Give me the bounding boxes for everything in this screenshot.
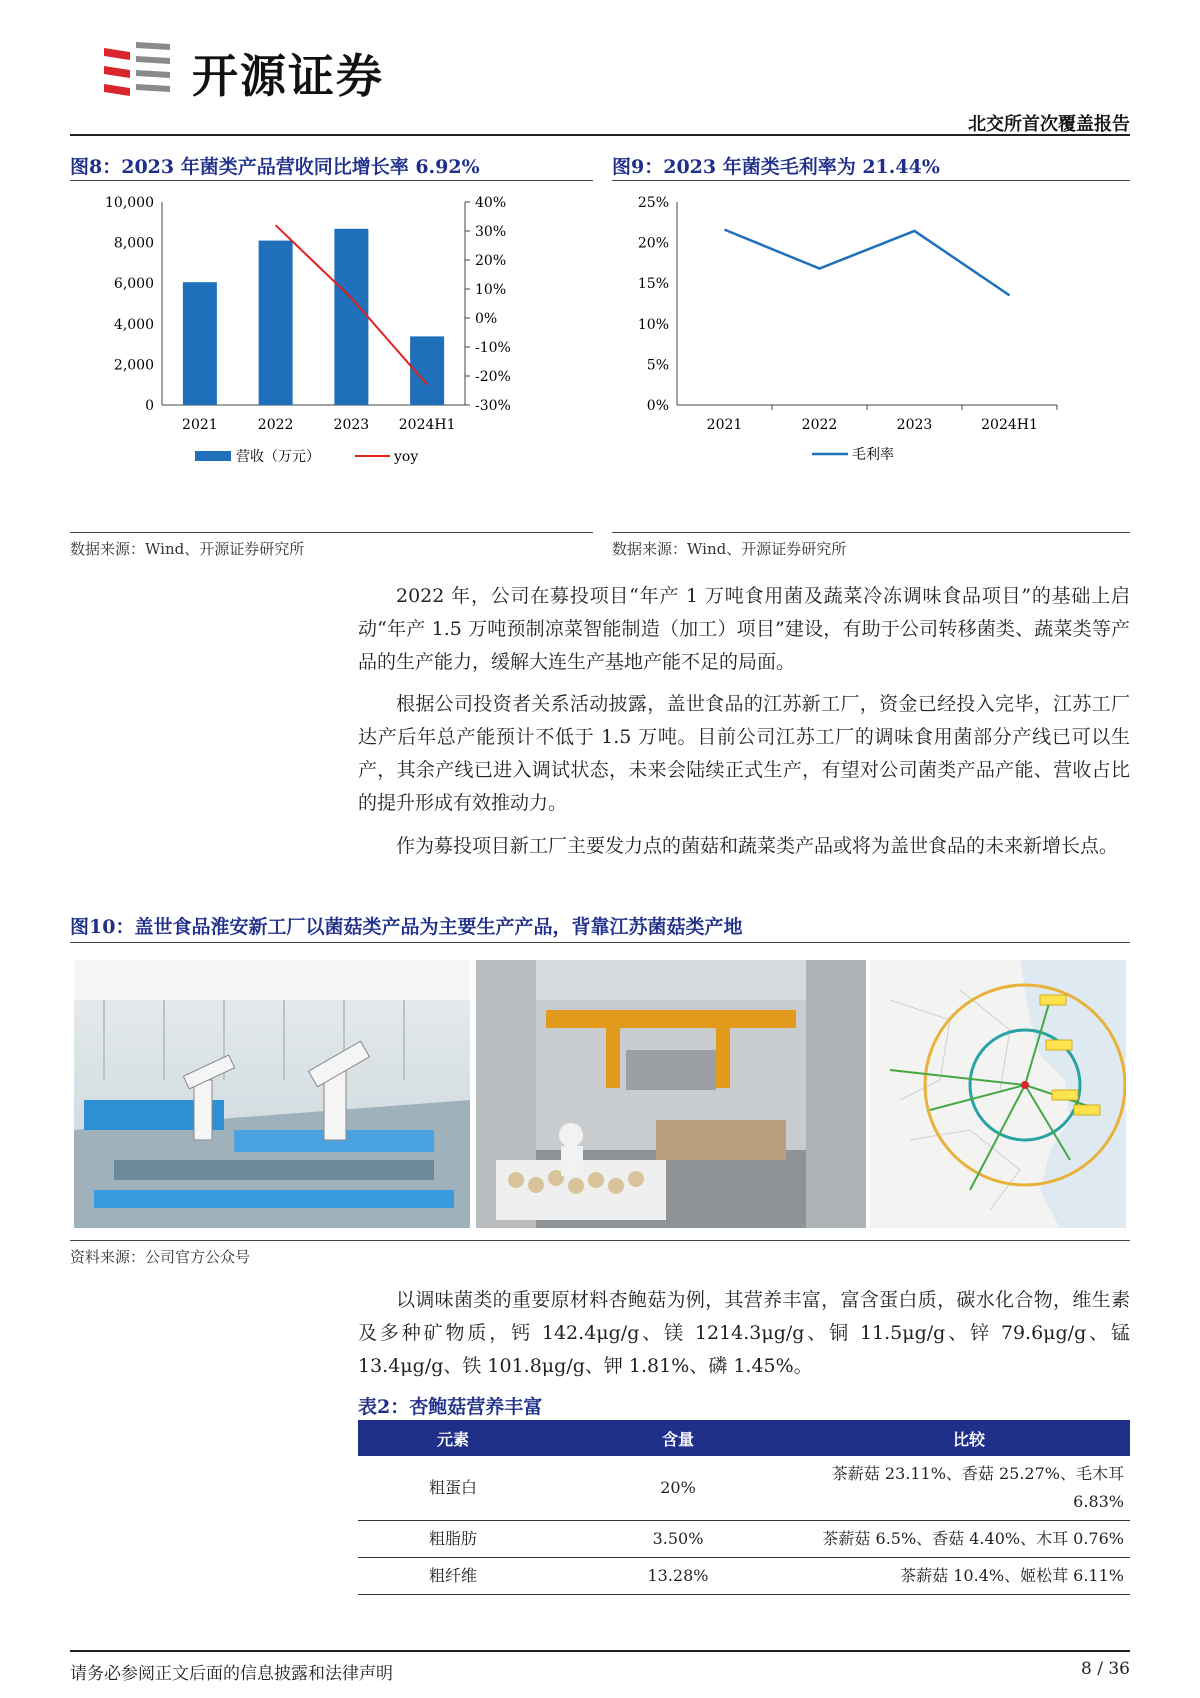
fig8-legend-bar-label: 营收（万元） (236, 449, 320, 465)
fig9-top-rule (612, 180, 1130, 181)
fig8-right-tick-label: -30% (475, 398, 511, 414)
page-number: 8 / 36 (1081, 1659, 1130, 1679)
fig8-chart (70, 190, 593, 520)
factory-robot-photo (74, 960, 470, 1228)
jiangsu-supply-map (870, 960, 1126, 1228)
fig8-right-tick-label: 0% (475, 311, 498, 327)
fig8-left-tick-label: 0 (145, 398, 154, 414)
table-cell: 茶薪菇 10.4%、姬松茸 6.11% (808, 1558, 1130, 1595)
paragraph-4: 以调味菌类的重要原材料杏鲍菇为例，其营养丰富，富含蛋白质，碳水化合物，维生素及多种矿物质，钙 142.4μg/g、镁 1214.3μg/g、铜 11.5μg/g、锌 79.6μg/g、锰 13.4μg/g、铁 101.8μg/g、钾 1.81%、磷 1.45%。 (358, 1289, 1130, 1377)
fig8-right-tick-label: 40% (475, 195, 507, 211)
table-cell: 粗蛋白 (358, 1456, 548, 1521)
table-cell: 茶薪菇 23.11%、香菇 25.27%、毛木耳 6.83% (808, 1456, 1130, 1521)
fig8-left-tick-label: 10,000 (105, 195, 154, 211)
company-logo (100, 38, 180, 108)
fig9-y-tick-label: 15% (637, 276, 669, 293)
fig10-bottom-rule (70, 1240, 1130, 1241)
fig8-source: 数据来源：Wind、开源证券研究所 (70, 540, 305, 558)
fig9-y-tick-label: 5% (646, 357, 669, 374)
table-row (358, 1521, 1130, 1558)
table-cell: 20% (548, 1456, 808, 1521)
table-cell: 13.28% (548, 1558, 808, 1595)
fig8-x-tick-label: 2022 (257, 417, 294, 433)
fig9-margin-line (725, 230, 1010, 296)
fig8-left-tick-label: 4,000 (113, 316, 154, 333)
fig8-bar (183, 282, 217, 405)
table-header-cell: 含量 (548, 1420, 808, 1456)
table-cell: 粗脂肪 (358, 1521, 548, 1558)
fig9-y-tick-label: 20% (637, 235, 669, 252)
production-line-photo (476, 960, 866, 1228)
fig9-x-tick-label: 2022 (801, 417, 838, 433)
fig8-legend-bar-swatch (195, 451, 231, 461)
fig9-x-tick-label: 2024H1 (981, 417, 1038, 433)
fig8-right-tick-label: -10% (475, 340, 511, 356)
table-row (358, 1558, 1130, 1595)
table-header-cell: 元素 (358, 1420, 548, 1456)
fig8-bottom-rule (70, 532, 593, 533)
fig8-right-tick-label: -20% (475, 369, 511, 385)
report-type: 北交所首次覆盖报告 (968, 114, 1130, 135)
fig8-bar (334, 229, 368, 405)
table-header-cell: 比较 (808, 1420, 1130, 1456)
fig10-source: 资料来源：公司官方公众号 (70, 1248, 251, 1266)
table-cell: 茶薪菇 6.5%、香菇 4.40%、木耳 0.76% (808, 1521, 1130, 1558)
fig10-top-rule (70, 942, 1130, 943)
fig9-y-tick-label: 10% (637, 316, 669, 333)
fig9-y-tick-label: 25% (637, 195, 669, 211)
header-rule (70, 134, 1130, 136)
footer-rule (70, 1650, 1130, 1652)
footer-disclaimer: 请务必参阅正文后面的信息披露和法律声明 (70, 1664, 393, 1684)
fig8-left-tick-label: 8,000 (113, 235, 154, 252)
fig8-left-tick-label: 6,000 (113, 276, 154, 293)
fig8-right-tick-label: 30% (475, 224, 507, 240)
fig8-top-rule (70, 180, 593, 181)
paragraph-1: 2022 年，公司在募投项目“年产 1 万吨食用菌及蔬菜冷冻调味食品项目”的基础上启动“年产 1.5 万吨预制凉菜智能制造（加工）项目”建设，有助于公司转移菌类、蔬菜类等产品的生产能力，缓解大连生产基地产能不足的局面。 (358, 585, 1130, 673)
logo-mark-icon (100, 38, 180, 108)
fig8-right-tick-label: 20% (475, 253, 507, 269)
nutrition-table (358, 1420, 1130, 1595)
fig9-x-tick-label: 2021 (706, 417, 743, 433)
table-cell: 粗纤维 (358, 1558, 548, 1595)
fig9-x-tick-label: 2023 (896, 417, 933, 433)
fig8-x-tick-label: 2024H1 (398, 417, 456, 433)
table-header-row (358, 1420, 1130, 1456)
fig10-title: 图10：盖世食品淮安新工厂以菌菇类产品为主要生产产品，背靠江苏菌菇类产地 (70, 916, 743, 938)
paragraph-3: 作为募投项目新工厂主要发力点的菌菇和蔬菜类产品或将为盖世食品的未来新增长点。 (396, 835, 1119, 857)
table-cell: 3.50% (548, 1521, 808, 1558)
fig9-legend-label: 毛利率 (852, 447, 894, 463)
fig8-title: 图8：2023 年菌类产品营收同比增长率 6.92% (70, 156, 480, 178)
table2-title: 表2：杏鲍菇营养丰富 (358, 1396, 543, 1418)
fig9-y-tick-label: 0% (646, 398, 669, 414)
fig9-chart (612, 190, 1130, 520)
fig8-x-tick-label: 2023 (333, 417, 370, 433)
fig8-left-tick-label: 2,000 (113, 357, 154, 374)
company-name: 开源证券 (192, 49, 384, 103)
fig9-title: 图9：2023 年菌类毛利率为 21.44% (612, 156, 940, 178)
fig9-source: 数据来源：Wind、开源证券研究所 (612, 540, 847, 558)
paragraph-2: 根据公司投资者关系活动披露，盖世食品的江苏新工厂，资金已经投入完毕，江苏工厂达产后年总产能预计不低于 1.5 万吨。目前公司江苏工厂的调味食用菌部分产线已可以生产，其余产线已进入调试状态，未来会陆续正式生产，有望对公司菌类产品产能、营收占比的提升形成有效推动力。 (358, 693, 1130, 814)
fig8-bar (259, 241, 293, 405)
fig8-x-tick-label: 2021 (182, 417, 218, 433)
fig9-bottom-rule (612, 532, 1130, 533)
fig8-right-tick-label: 10% (475, 282, 507, 298)
table-row (358, 1456, 1130, 1521)
fig8-legend-line-label: yoy (394, 449, 419, 465)
